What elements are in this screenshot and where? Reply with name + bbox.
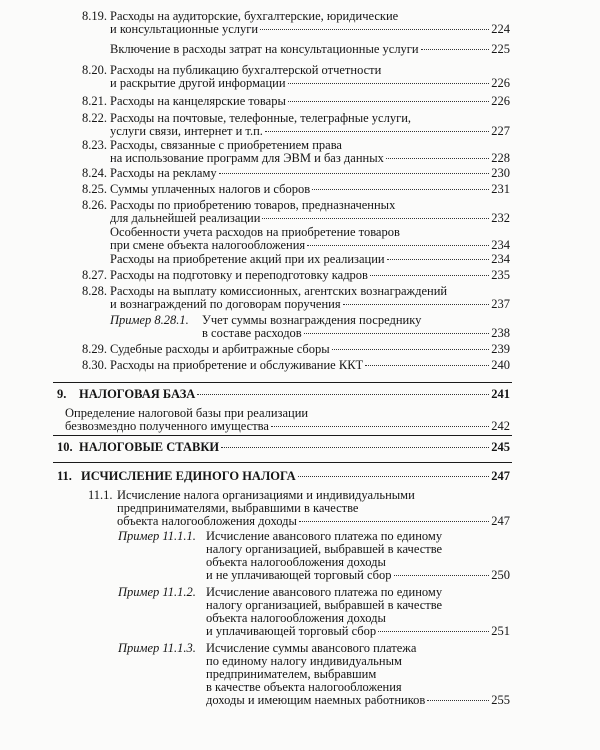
dot-leader	[260, 29, 489, 30]
page-number: 225	[491, 42, 510, 56]
entry-title-line: на использование программ для ЭВМ и баз данных	[110, 151, 384, 165]
page-number: 226	[491, 76, 510, 90]
dot-leader	[370, 275, 489, 276]
entry-number: 8.24.	[82, 166, 107, 180]
entry-title-line: и не уплачивающей торговый сбор	[206, 568, 392, 582]
page-number: 241	[491, 387, 510, 401]
entry-title-line: и уплачивающей торговый сбор	[206, 624, 377, 638]
entry-number: 8.22.	[82, 111, 107, 125]
entry-number: 8.27.	[82, 268, 107, 282]
section-title: ИСЧИСЛЕНИЕ ЕДИНОГО НАЛОГА	[81, 469, 296, 483]
entry-title-line: объекта налогообложения доходы	[206, 555, 386, 569]
section-number: 10.	[57, 440, 73, 454]
entry-title-line: по единому налогу индивидуальным	[206, 654, 402, 668]
dot-leader	[387, 259, 490, 260]
entry-title-line: налогу организацией, выбравшей в качестве	[206, 598, 443, 612]
page-number: 247	[491, 514, 510, 528]
entry-number: 8.29.	[82, 342, 107, 356]
dot-leader	[288, 101, 489, 102]
entry-title-line: объекта налогообложения доходы	[117, 514, 297, 528]
entry-title-line: Расходы на почтовые, телефонные, телеграфные услуги,	[110, 111, 412, 125]
entry-number: 8.30.	[82, 358, 107, 372]
page-number: 237	[491, 297, 510, 311]
page-number: 240	[491, 358, 510, 372]
section-divider	[53, 382, 512, 383]
dot-leader	[299, 521, 489, 522]
section-number: 11.	[57, 469, 72, 483]
dot-leader	[265, 131, 489, 132]
page-number: 238	[491, 326, 510, 340]
dot-leader	[343, 304, 490, 305]
dot-leader	[262, 218, 489, 219]
page-number: 255	[491, 693, 510, 707]
dot-leader	[386, 158, 489, 159]
entry-title-line: и консультационные услуги	[110, 22, 259, 36]
page-number: 251	[491, 624, 510, 638]
section-divider	[53, 462, 512, 463]
page-number: 228	[491, 151, 510, 165]
dot-leader	[378, 631, 489, 632]
entry-title-line: Исчисление авансового платежа по единому	[206, 585, 443, 599]
entry-title-line: предпринимателями, выбравшими в качестве	[117, 501, 359, 515]
example-label: Пример 11.1.3.	[118, 641, 196, 655]
page-number: 245	[491, 440, 510, 454]
entry-title-line: Расходы на рекламу	[110, 166, 217, 180]
entry-title-line: Расходы на публикацию бухгалтерской отчетности	[110, 63, 382, 77]
entry-title-line: Суммы уплаченных налогов и сборов	[110, 182, 311, 196]
page-number: 250	[491, 568, 510, 582]
dot-leader	[298, 476, 490, 477]
entry-title-line: Расходы на подготовку и переподготовку кадров	[110, 268, 368, 282]
page-number: 227	[491, 124, 510, 138]
page-number: 224	[491, 22, 510, 36]
page-number: 247	[491, 469, 510, 483]
entry-number: 8.26.	[82, 198, 107, 212]
entry-title-line: Включение в расходы затрат на консультационные услуги	[110, 42, 419, 56]
entry-title-line: Исчисление авансового платежа по единому	[206, 529, 443, 543]
entry-number: 8.20.	[82, 63, 107, 77]
dot-leader	[221, 447, 489, 448]
example-label: Пример 11.1.2.	[118, 585, 196, 599]
entry-title-line: Судебные расходы и арбитражные сборы	[110, 342, 330, 356]
dot-leader	[307, 245, 489, 246]
page-number: 234	[491, 252, 510, 266]
entry-title-line: налогу организацией, выбравшей в качестве	[206, 542, 443, 556]
dot-leader	[197, 394, 489, 395]
entry-title-line: Расходы на аудиторские, бухгалтерские, юридические	[110, 9, 399, 23]
entry-title-line: Расходы, связанные с приобретением права	[110, 138, 342, 152]
dot-leader	[332, 349, 490, 350]
entry-number: 8.19.	[82, 9, 107, 23]
entry-title-line: и вознаграждений по договорам поручения	[110, 297, 341, 311]
entry-title-line: услуги связи, интернет и т.п.	[110, 124, 263, 138]
dot-leader	[219, 173, 490, 174]
page-number: 239	[491, 342, 510, 356]
section-title: НАЛОГОВЫЕ СТАВКИ	[79, 440, 220, 454]
section-divider	[53, 435, 512, 436]
entry-title-line: объекта налогообложения доходы	[206, 611, 386, 625]
entry-number: 8.28.	[82, 284, 107, 298]
entry-title-line: Особенности учета расходов на приобретение товаров	[110, 225, 400, 239]
entry-title-line: безвозмездно полученного имущества	[65, 419, 269, 433]
dot-leader	[312, 189, 489, 190]
dot-leader	[271, 426, 489, 427]
entry-title-line: в составе расходов	[202, 326, 302, 340]
dot-leader	[421, 49, 490, 50]
dot-leader	[288, 83, 490, 84]
entry-title-line: Исчисление суммы авансового платежа	[206, 641, 417, 655]
example-label: Пример 8.28.1.	[110, 313, 189, 327]
entry-title-line: Учет суммы вознаграждения посреднику	[202, 313, 422, 327]
entry-title-line: Расходы по приобретению товаров, предназначенных	[110, 198, 396, 212]
entry-title-line: предпринимателем, выбравшим	[206, 667, 377, 681]
entry-number: 8.21.	[82, 94, 107, 108]
entry-title-line: доходы и имеющим наемных работников	[206, 693, 426, 707]
entry-title-line: Расходы на приобретение и обслуживание ККТ	[110, 358, 364, 372]
entry-title-line: и раскрытие другой информации	[110, 76, 286, 90]
page-number: 226	[491, 94, 510, 108]
page-number: 232	[491, 211, 510, 225]
entry-title-line: Расходы на приобретение акций при их реализации	[110, 252, 385, 266]
entry-number: 8.23.	[82, 138, 107, 152]
section-number: 9.	[57, 387, 67, 401]
entry-title-line: Расходы на канцелярские товары	[110, 94, 286, 108]
entry-title-line: при смене объекта налогообложения	[110, 238, 306, 252]
page-number: 234	[491, 238, 510, 252]
entry-title-line: Определение налоговой базы при реализации	[65, 406, 309, 420]
entry-number: 8.25.	[82, 182, 107, 196]
page-number: 231	[491, 182, 510, 196]
dot-leader	[365, 365, 489, 366]
entry-number: 11.1.	[88, 488, 113, 502]
entry-title-line: Расходы на выплату комиссионных, агентских вознаграждений	[110, 284, 448, 298]
page-number: 235	[491, 268, 510, 282]
dot-leader	[394, 575, 490, 576]
entry-title-line: для дальнейшей реализации	[110, 211, 261, 225]
page-number: 230	[491, 166, 510, 180]
example-label: Пример 11.1.1.	[118, 529, 196, 543]
section-title: НАЛОГОВАЯ БАЗА	[79, 387, 196, 401]
entry-title-line: Исчисление налога организациями и индивидуальными	[117, 488, 415, 502]
entry-title-line: в качестве объекта налогообложения	[206, 680, 402, 694]
dot-leader	[304, 333, 490, 334]
dot-leader	[427, 700, 489, 701]
page-number: 242	[491, 419, 510, 433]
